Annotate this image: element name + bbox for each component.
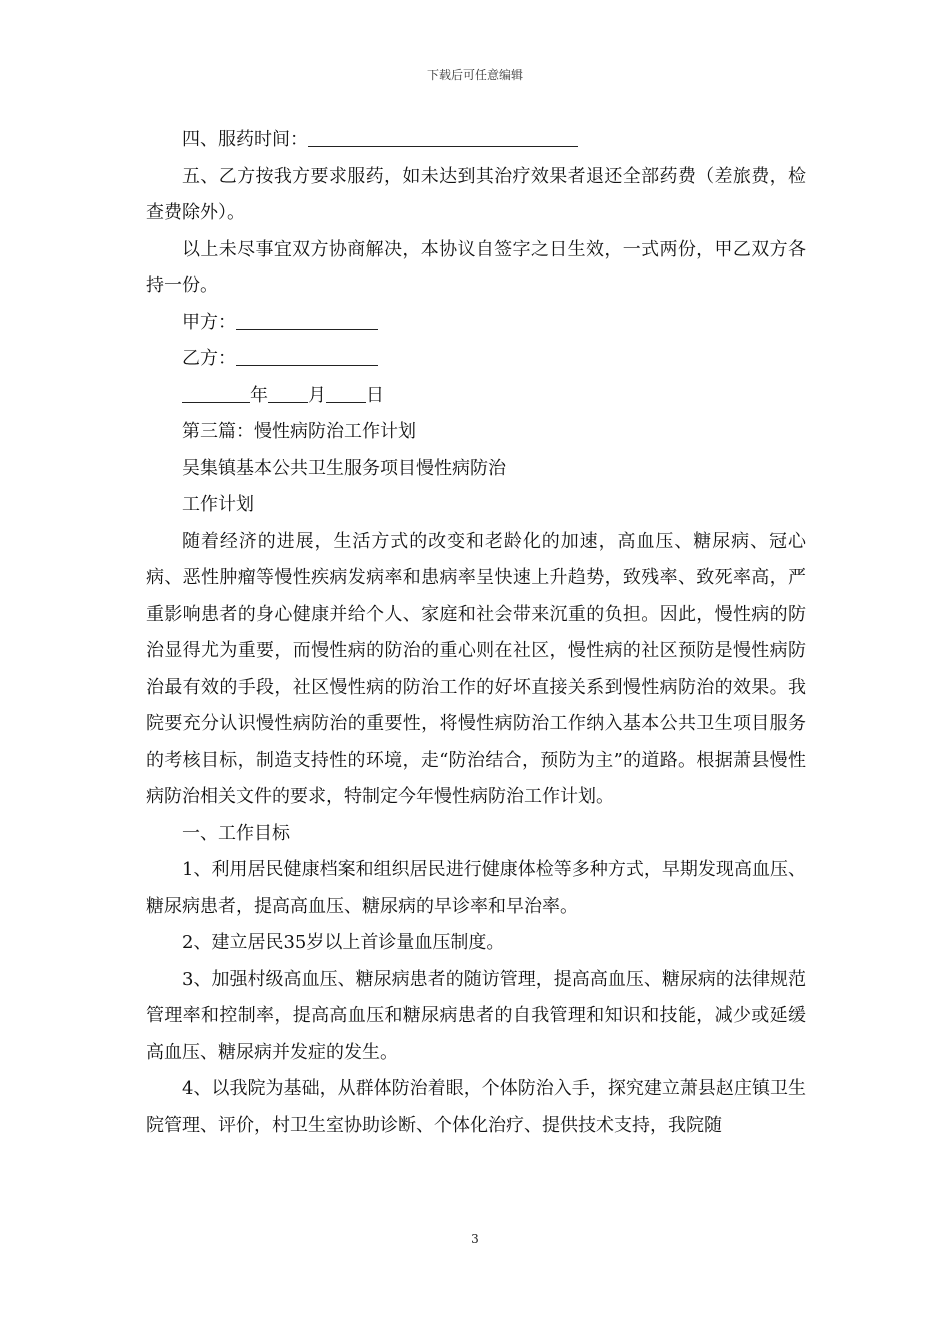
goal-item-1: 1、利用居民健康档案和组织居民进行健康体检等多种方式，早期发现高血压、糖尿病患者，提高高血压、糖尿病的早诊率和早治率。	[146, 859, 806, 917]
party-b-signature-blank	[236, 347, 378, 366]
day-blank	[326, 384, 366, 403]
party-b-label: 乙方：	[182, 348, 236, 369]
year-label: 年	[250, 384, 268, 406]
medication-time-label: 四、服药时间：	[182, 129, 308, 150]
party-b-line	[146, 341, 806, 378]
plan-subtitle: 工作计划	[182, 494, 254, 515]
plan-title: 吴集镇基本公共卫生服务项目慢性病防治	[182, 457, 506, 479]
heading-work-goals: 一、工作目标	[182, 822, 290, 844]
goal-item-3: 3、加强村级高血压、糖尿病患者的随访管理，提高高血压、糖尿病的法律规范管理率和控制率，提高高血压和糖尿病患者的自我管理和知识和技能，减少或延缓高血压、糖尿病并发症的发生。	[146, 968, 806, 1063]
day-label: 日	[366, 384, 384, 406]
medication-time-blank	[308, 128, 578, 147]
party-a-signature-blank	[236, 311, 378, 330]
month-blank	[268, 384, 308, 403]
goal-item-4: 4、以我院为基础，从群体防治着眼，个体防治入手，探究建立萧县赵庄镇卫生院管理、评价，村卫生室协助诊断、个体化治疗、提供技术支持，我院随	[146, 1078, 806, 1136]
paragraph-agreement-clause: 以上未尽事宜双方协商解决，本协议自签字之日生效，一式两份，甲乙双方各持一份。	[146, 238, 806, 296]
document-body	[146, 122, 806, 1144]
page-number: 3	[471, 1232, 479, 1246]
year-blank	[182, 384, 250, 403]
date-line	[146, 378, 806, 415]
paragraph-refund-clause: 五、乙方按我方要求服药，如未达到其治疗效果者退还全部药费（差旅费，检查费除外）。	[146, 165, 806, 223]
paragraph-background: 随着经济的进展，生活方式的改变和老龄化的加速，高血压、糖尿病、冠心病、恶性肿瘤等慢性疾病发病率和患病率呈快速上升趋势，致残率、致死率高，严重影响患者的身心健康并给个人、家庭和社会带来沉重的负担。因此，慢性病的防治显得尤为重要，而慢性病的防治的重心则在社区，慢性病的社区预防是慢性病防治最有效的手段，社区慢性病的防治工作的好坏直接关系到慢性病防治的效果。我院要充分认识慢性病防治的重要性，将慢性病防治工作纳入基本公共卫生项目服务的考核目标，制造支持性的环境，走“防治结合，预防为主”的道路。根据萧县慢性病防治相关文件的要求，特制定今年慢性病防治工作计划。	[146, 530, 806, 807]
goal-item-2: 2、建立居民35岁以上首诊量血压制度。	[182, 932, 505, 953]
page-header: 下载后可任意编辑	[426, 68, 523, 82]
month-label: 月	[308, 384, 326, 406]
party-a-line	[146, 305, 806, 342]
paragraph-medication-time	[146, 122, 806, 159]
section-title: 第三篇：慢性病防治工作计划	[182, 421, 416, 442]
party-a-label: 甲方：	[182, 311, 236, 333]
